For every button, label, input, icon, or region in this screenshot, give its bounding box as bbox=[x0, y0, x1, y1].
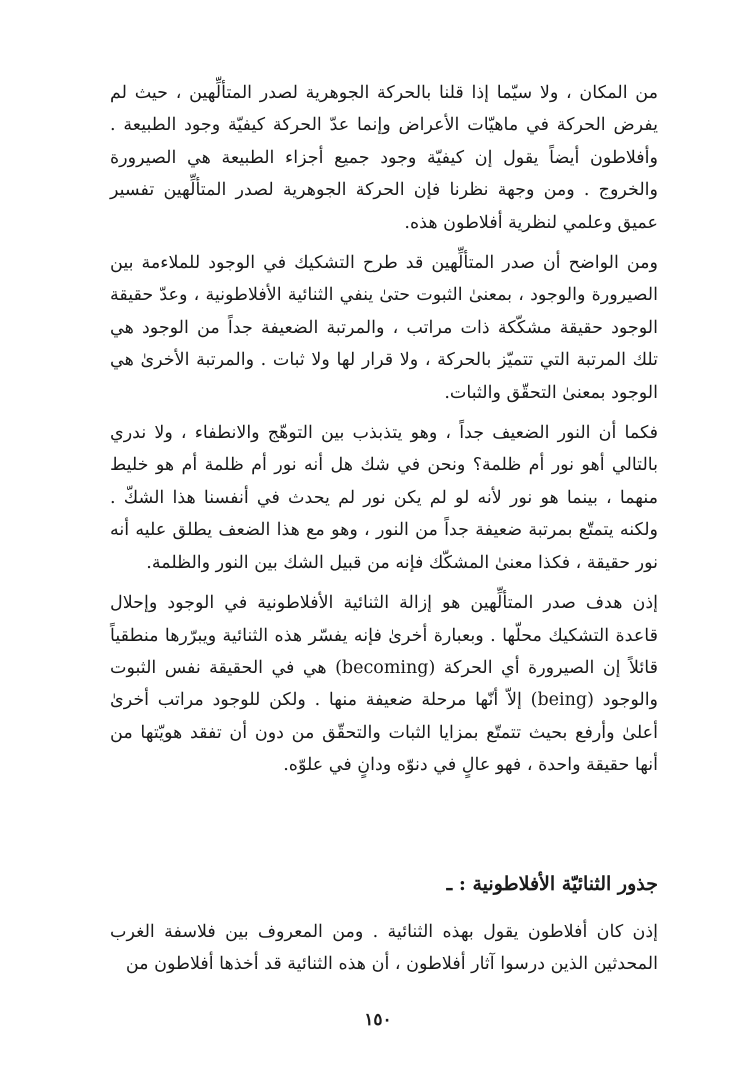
paragraph-2: ومن الواضح أن صدر المتألِّهين قد طرح التشكيك في الوجود للملاءمة بين الصيرورة والوجود ، بمعنىٰ الثبوت حتىٰ ينفي الثنائية الأفلاطونية ، وعدّ حقيقة الوجود حقيقة مشكّكة ذات مراتب ، والمرتبة الضعيفة جداً من الوجود هي تلك المرتبة التي تتميّز بالحركة ، ولا قرار لها ولا ثبات . والمرتبة الأخرىٰ هي الوجود بمعنىٰ التحقّق والثبات. bbox=[110, 253, 658, 403]
paragraph-4: إذن هدف صدر المتألِّهين هو إزالة الثنائية الأفلاطونية في الوجود وإحلال قاعدة التشكيك محلّها . وبعبارة أخرىٰ فإنه يفسّر هذه الثنائية ويبرّرها منطقياً قائلاً إن الصيرورة أي الحركة (becoming) هي في الحقيقة نفس الثبوت والوجود (being) إلاّ أنّها مرحلة ضعيفة منها . ولكن للوجود مراتب أخرىٰ أعلىٰ وأرفع بحيث تتمتّع بمزايا الثبات والتحقّق من دون أن تفقد هويّتها من أنها حقيقة واحدة ، فهو عالٍ في دنوّه ودانٍ في علوّه. bbox=[110, 593, 659, 776]
section-heading: جذور الثنائيّة الأفلاطونية : ـ bbox=[446, 873, 658, 895]
page-number: ١٥٠ bbox=[364, 1010, 392, 1030]
paragraph-1: من المكان ، ولا سيّما إذا قلنا بالحركة الجوهرية لصدر المتألِّهين ، حيث لم يفرض الحركة في ماهيّات الأعراض وإنما عدّ الحركة كيفيّة وجود الطبيعة . وأفلاطون أيضاً يقول إن كيفيّة وجود جميع أجزاء الطبيعة هي الصيرورة والخروج . ومن وجهة نظرنا فإن الحركة الجوهرية لصدر المتألِّهين تفسير عميق وعلمي لنظرية أفلاطون هذه. bbox=[110, 83, 658, 233]
body-text bbox=[110, 77, 658, 782]
final-text bbox=[110, 916, 658, 981]
paragraph-3: فكما أن النور الضعيف جداً ، وهو يتذبذب بين التوهّج والانطفاء ، ولا ندري بالتالي أهو نور أم ظلمة؟ ونحن في شك هل أنه نور أم ظلمة أم هو خليط منهما ، بينما هو نور لأنه لو لم يكن نور لم يحدث في أنفسنا هذا الشكّ . ولكنه يتمتّع بمرتبة ضعيفة جداً من النور ، وهو مع هذا الضعف يطلق عليه أنه نور حقيقة ، فكذا معنىٰ المشكّك فإنه من قبيل الشك بين النور والظلمة. bbox=[110, 423, 658, 573]
paragraph-5: إذن كان أفلاطون يقول بهذه الثنائية . ومن المعروف بين فلاسفة الغرب المحدثين الذين درسوا آثار أفلاطون ، أن هذه الثنائية قد أخذها أفلاطون من bbox=[110, 922, 658, 975]
